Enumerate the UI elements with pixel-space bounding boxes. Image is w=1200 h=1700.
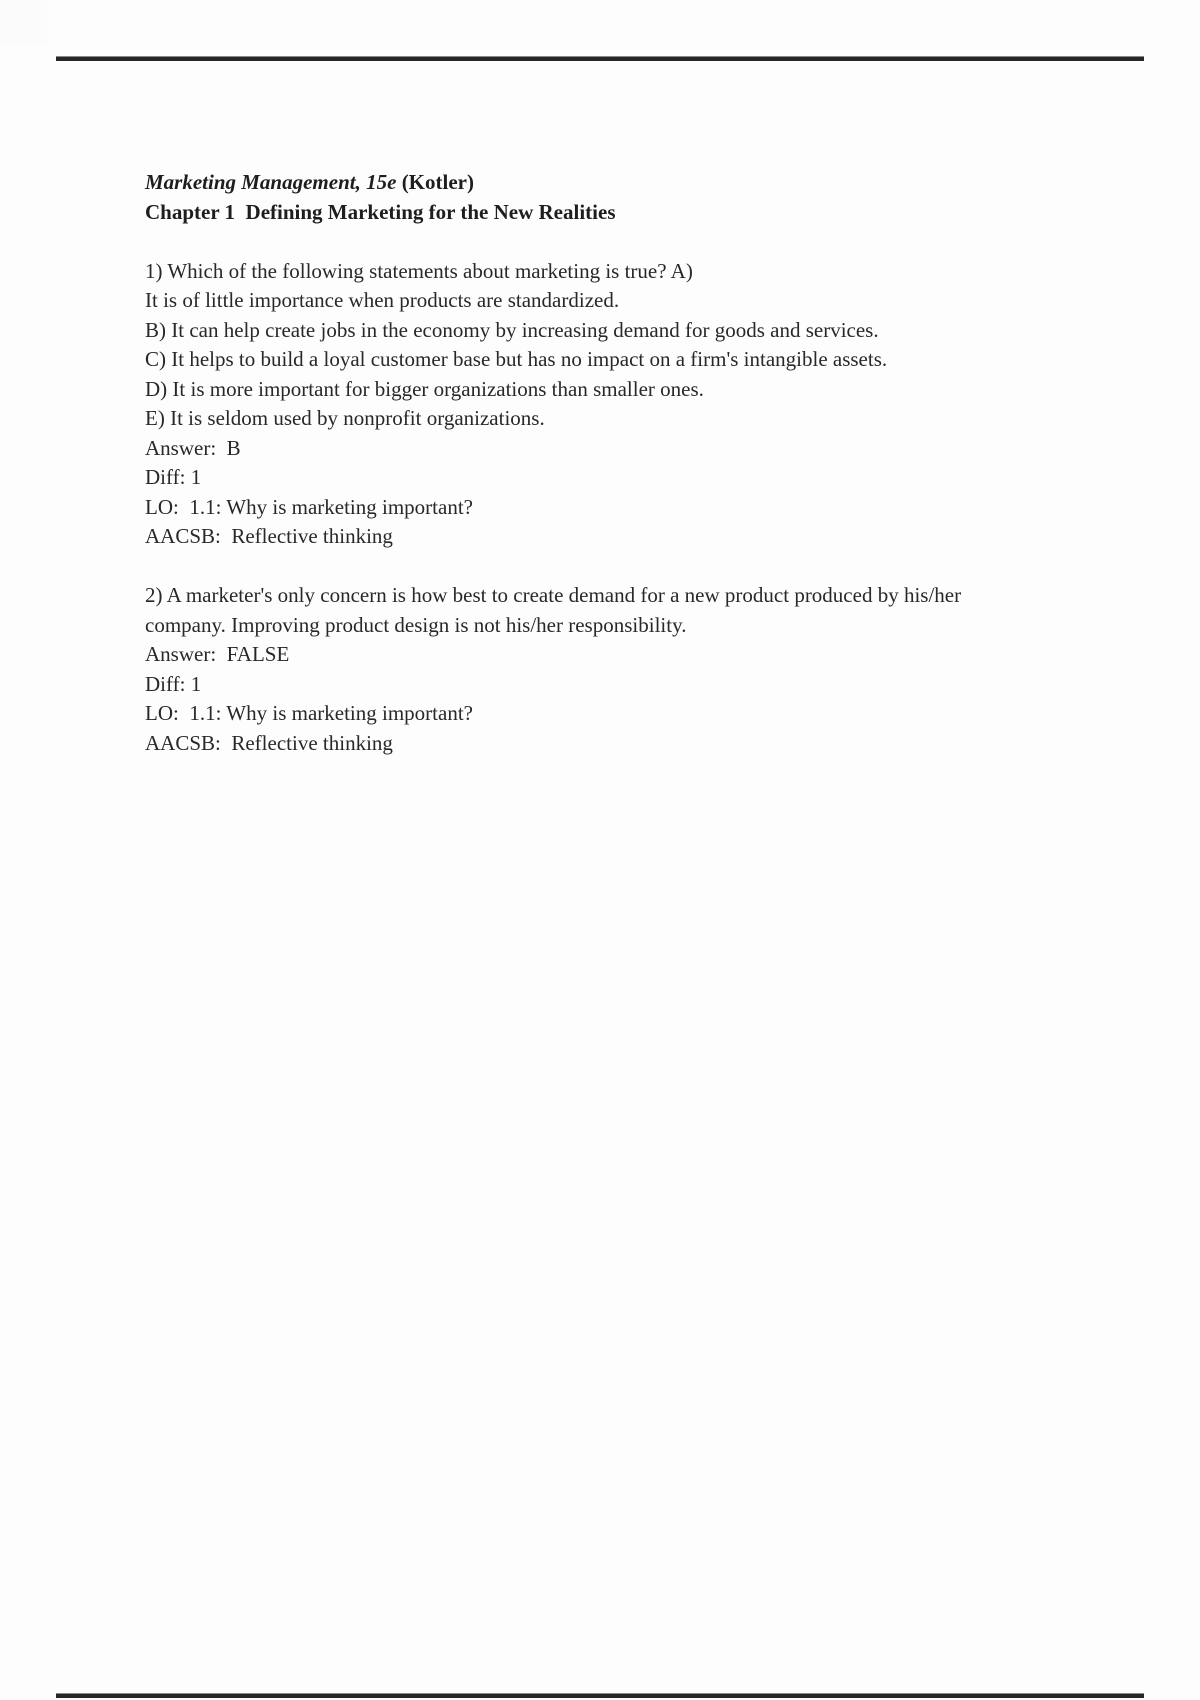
question-text-line: 1) Which of the following statements about marketing is true? A) [145, 258, 693, 283]
lo-line: LO: 1.1: Why is marketing important? [145, 701, 473, 725]
answer-option-line: C) It helps to build a loyal customer base but has no impact on a firm's intangible assets. [145, 347, 888, 371]
book-author: (Kotler) [396, 170, 474, 194]
lo-line: LO: 1.1: Why is marketing important? [145, 494, 473, 519]
diff-line: Diff: 1 [145, 465, 202, 489]
question-text-line: 2) A marketer's only concern is how best to create demand for a new product produced by his/her [145, 583, 962, 607]
question-1 [145, 257, 1155, 552]
top-horizontal-rule [56, 56, 1144, 61]
page-content [145, 168, 1155, 758]
answer-option-line: E) It is seldom used by nonprofit organizations. [145, 406, 545, 430]
document-header [145, 168, 1155, 227]
question-text-line: It is of little importance when products are standardized. [145, 288, 620, 312]
chapter-title: Chapter 1 Defining Marketing for the New Realities [145, 199, 616, 224]
question-2 [145, 581, 1155, 758]
answer-option-line: D) It is more important for bigger organizations than smaller ones. [145, 376, 704, 401]
answer-option-line: B) It can help create jobs in the economy by increasing demand for goods and services. [145, 317, 879, 342]
book-title: Marketing Management, 15e [145, 170, 397, 194]
question-text-line: company. Improving product design is not his/her responsibility. [145, 612, 687, 637]
bottom-horizontal-rule [56, 1693, 1144, 1698]
diff-line: Diff: 1 [145, 671, 202, 696]
answer-line: Answer: FALSE [145, 642, 290, 666]
aacsb-line: AACSB: Reflective thinking [145, 730, 393, 755]
aacsb-line: AACSB: Reflective thinking [145, 524, 393, 548]
scan-corner-artifact [0, 0, 47, 45]
book-title-line [145, 168, 1155, 198]
answer-line: Answer: B [145, 435, 241, 460]
